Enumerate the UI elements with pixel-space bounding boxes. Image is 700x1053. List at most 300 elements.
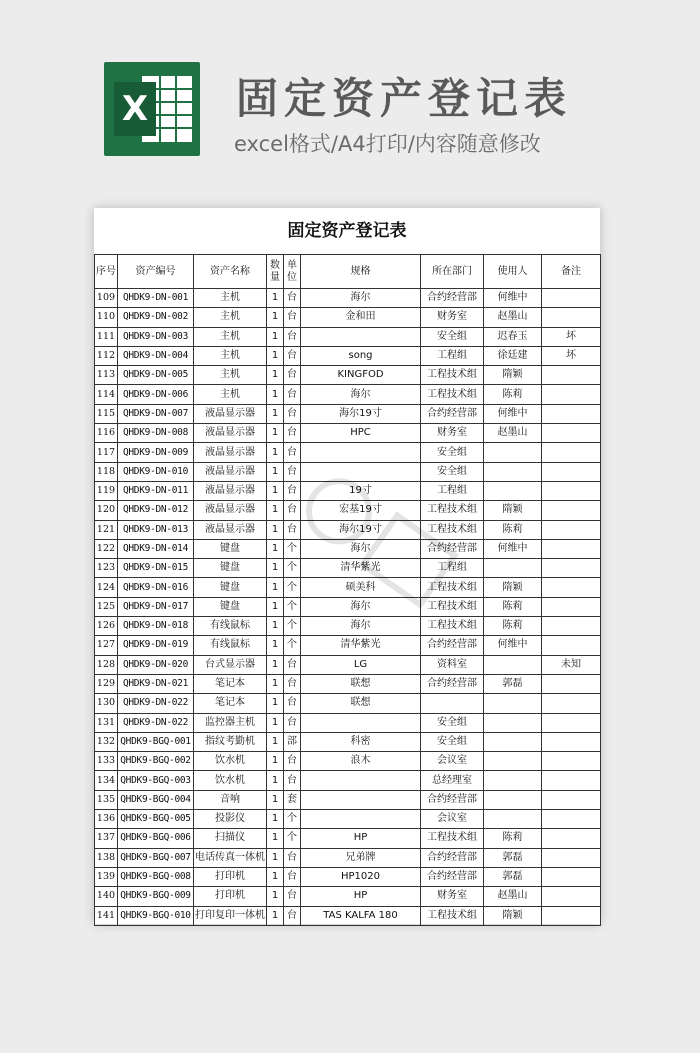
table-cell[interactable] (484, 655, 542, 674)
table-cell[interactable] (301, 462, 421, 481)
table-cell[interactable]: 141 (95, 906, 118, 925)
table-cell[interactable]: TAS KALFA 180 (301, 906, 421, 925)
table-cell[interactable]: QHDK9-DN-016 (118, 578, 194, 597)
table-cell[interactable]: HP (301, 887, 421, 906)
table-cell[interactable]: 1 (267, 713, 284, 732)
table-cell[interactable]: 合约经营部 (421, 867, 484, 886)
table-cell[interactable] (542, 617, 601, 636)
table-cell[interactable]: QHDK9-BGQ-007 (118, 848, 194, 867)
table-cell[interactable]: 1 (267, 327, 284, 346)
table-cell[interactable]: 迟春玉 (484, 327, 542, 346)
table-cell[interactable] (542, 694, 601, 713)
table-cell[interactable]: QHDK9-BGQ-003 (118, 771, 194, 790)
table-cell[interactable]: 笔记本 (194, 694, 267, 713)
table-cell[interactable]: 合约经营部 (421, 790, 484, 809)
table-cell[interactable]: 隋颖 (484, 578, 542, 597)
table-cell[interactable]: 121 (95, 520, 118, 539)
table-cell[interactable]: 资料室 (421, 655, 484, 674)
table-cell[interactable]: 1 (267, 424, 284, 443)
table-cell[interactable]: 合约经营部 (421, 539, 484, 558)
table-cell[interactable]: 硕美科 (301, 578, 421, 597)
table-cell[interactable] (542, 520, 601, 539)
table-cell[interactable] (484, 732, 542, 751)
table-cell[interactable]: 打印机 (194, 867, 267, 886)
table-cell[interactable] (484, 790, 542, 809)
table-cell[interactable] (542, 481, 601, 500)
table-cell[interactable]: 个 (284, 559, 301, 578)
table-cell[interactable] (542, 906, 601, 925)
table-cell[interactable]: 个 (284, 578, 301, 597)
table-cell[interactable]: 137 (95, 829, 118, 848)
table-cell[interactable]: 1 (267, 887, 284, 906)
table-cell[interactable]: 海尔 (301, 289, 421, 308)
table-cell[interactable] (542, 462, 601, 481)
table-cell[interactable]: 何维中 (484, 404, 542, 423)
table-cell[interactable]: 电话传真一体机 (194, 848, 267, 867)
table-cell[interactable] (484, 752, 542, 771)
table-row (95, 887, 601, 906)
table-cell[interactable]: 1 (267, 694, 284, 713)
table-cell[interactable]: 陈莉 (484, 520, 542, 539)
table-cell[interactable]: 陈莉 (484, 597, 542, 616)
table-cell[interactable]: 125 (95, 597, 118, 616)
table-cell[interactable] (542, 636, 601, 655)
table-cell[interactable]: 主机 (194, 385, 267, 404)
table-cell[interactable]: 个 (284, 617, 301, 636)
table-cell[interactable]: 键盘 (194, 539, 267, 558)
table-cell[interactable]: QHDK9-DN-015 (118, 559, 194, 578)
table-cell[interactable]: QHDK9-DN-001 (118, 289, 194, 308)
table-cell[interactable]: 123 (95, 559, 118, 578)
table-cell[interactable] (542, 771, 601, 790)
table-cell[interactable]: 129 (95, 674, 118, 693)
table-cell[interactable]: 陈莉 (484, 385, 542, 404)
table-cell[interactable] (301, 713, 421, 732)
table-cell[interactable]: 117 (95, 443, 118, 462)
table-cell[interactable]: QHDK9-DN-014 (118, 539, 194, 558)
table-cell[interactable]: 音响 (194, 790, 267, 809)
table-cell[interactable]: 液晶显示器 (194, 443, 267, 462)
table-cell[interactable] (542, 713, 601, 732)
table-cell[interactable]: KINGFOD (301, 366, 421, 385)
table-cell[interactable]: 海尔 (301, 385, 421, 404)
table-cell[interactable]: 联想 (301, 674, 421, 693)
table-cell[interactable]: 液晶显示器 (194, 481, 267, 500)
table-cell[interactable] (542, 829, 601, 848)
table-cell[interactable]: QHDK9-BGQ-010 (118, 906, 194, 925)
table-cell[interactable]: 台式显示器 (194, 655, 267, 674)
table-cell[interactable]: 1 (267, 481, 284, 500)
table-cell[interactable]: 台 (284, 906, 301, 925)
table-cell[interactable]: 台 (284, 481, 301, 500)
table-cell[interactable]: 陈莉 (484, 617, 542, 636)
table-cell[interactable]: 工程技术组 (421, 385, 484, 404)
table-cell[interactable]: 136 (95, 810, 118, 829)
table-cell[interactable]: 台 (284, 289, 301, 308)
table-cell[interactable]: 液晶显示器 (194, 462, 267, 481)
table-cell[interactable]: 安全组 (421, 462, 484, 481)
table-cell[interactable]: 坏 (542, 346, 601, 365)
table-cell[interactable]: QHDK9-DN-012 (118, 501, 194, 520)
table-cell[interactable] (301, 771, 421, 790)
table-cell[interactable]: QHDK9-DN-021 (118, 674, 194, 693)
table-cell[interactable]: 140 (95, 887, 118, 906)
table-cell[interactable]: 郭磊 (484, 674, 542, 693)
table-cell[interactable]: 台 (284, 327, 301, 346)
table-cell[interactable]: 1 (267, 810, 284, 829)
table-cell[interactable]: 海尔 (301, 617, 421, 636)
table-cell[interactable]: 1 (267, 906, 284, 925)
table-cell[interactable] (301, 327, 421, 346)
table-cell[interactable]: 会议室 (421, 810, 484, 829)
table-cell[interactable] (542, 443, 601, 462)
table-cell[interactable]: 131 (95, 713, 118, 732)
table-cell[interactable]: 1 (267, 732, 284, 751)
table-cell[interactable]: QHDK9-DN-013 (118, 520, 194, 539)
table-cell[interactable]: 个 (284, 636, 301, 655)
table-cell[interactable]: 个 (284, 810, 301, 829)
table-cell[interactable]: QHDK9-DN-017 (118, 597, 194, 616)
table-cell[interactable]: 台 (284, 752, 301, 771)
table-cell[interactable] (542, 308, 601, 327)
table-cell[interactable]: 饮水机 (194, 752, 267, 771)
table-cell[interactable]: 个 (284, 597, 301, 616)
table-cell[interactable]: 台 (284, 366, 301, 385)
table-cell[interactable]: 打印机 (194, 887, 267, 906)
table-cell[interactable]: 键盘 (194, 597, 267, 616)
table-cell[interactable] (301, 443, 421, 462)
table-cell[interactable]: 海尔19寸 (301, 404, 421, 423)
table-cell[interactable]: 工程技术组 (421, 501, 484, 520)
table-cell[interactable]: 1 (267, 636, 284, 655)
table-cell[interactable]: 液晶显示器 (194, 520, 267, 539)
table-cell[interactable]: 工程技术组 (421, 906, 484, 925)
table-cell[interactable] (542, 810, 601, 829)
table-cell[interactable]: 未知 (542, 655, 601, 674)
table-cell[interactable] (542, 848, 601, 867)
table-cell[interactable] (484, 481, 542, 500)
table-cell[interactable]: 1 (267, 771, 284, 790)
table-cell[interactable]: 1 (267, 520, 284, 539)
table-cell[interactable]: QHDK9-DN-020 (118, 655, 194, 674)
table-cell[interactable]: 128 (95, 655, 118, 674)
table-cell[interactable]: 海尔 (301, 597, 421, 616)
table-cell[interactable]: QHDK9-DN-004 (118, 346, 194, 365)
table-cell[interactable]: 133 (95, 752, 118, 771)
table-cell[interactable]: 主机 (194, 327, 267, 346)
table-cell[interactable]: 1 (267, 308, 284, 327)
table-cell[interactable]: QHDK9-BGQ-006 (118, 829, 194, 848)
table-cell[interactable]: HP1020 (301, 867, 421, 886)
table-cell[interactable]: 127 (95, 636, 118, 655)
table-cell[interactable]: 合约经营部 (421, 636, 484, 655)
table-cell[interactable]: 赵墨山 (484, 887, 542, 906)
table-cell[interactable]: 1 (267, 559, 284, 578)
table-cell[interactable]: 坏 (542, 327, 601, 346)
table-cell[interactable]: 郭磊 (484, 848, 542, 867)
table-cell[interactable]: 财务室 (421, 308, 484, 327)
table-cell[interactable] (301, 810, 421, 829)
table-cell[interactable]: 台 (284, 462, 301, 481)
table-cell[interactable]: 工程技术组 (421, 578, 484, 597)
table-cell[interactable]: QHDK9-DN-007 (118, 404, 194, 423)
table-cell[interactable]: 赵墨山 (484, 308, 542, 327)
table-cell[interactable]: 合约经营部 (421, 848, 484, 867)
table-cell[interactable]: 隋颖 (484, 906, 542, 925)
table-cell[interactable]: 科密 (301, 732, 421, 751)
table-cell[interactable]: 投影仪 (194, 810, 267, 829)
table-cell[interactable]: 1 (267, 655, 284, 674)
table-cell[interactable]: 135 (95, 790, 118, 809)
table-cell[interactable]: 138 (95, 848, 118, 867)
table-cell[interactable]: 有线鼠标 (194, 636, 267, 655)
table-cell[interactable]: 113 (95, 366, 118, 385)
table-cell[interactable]: 1 (267, 443, 284, 462)
table-cell[interactable]: 120 (95, 501, 118, 520)
table-cell[interactable]: LG (301, 655, 421, 674)
table-cell[interactable]: 1 (267, 790, 284, 809)
table-cell[interactable] (542, 424, 601, 443)
table-cell[interactable] (484, 559, 542, 578)
table-cell[interactable]: 指纹考勤机 (194, 732, 267, 751)
table-cell[interactable]: 1 (267, 539, 284, 558)
table-cell[interactable]: 郭磊 (484, 867, 542, 886)
table-cell[interactable]: 安全组 (421, 443, 484, 462)
table-cell[interactable]: 饮水机 (194, 771, 267, 790)
table-cell[interactable]: 有线鼠标 (194, 617, 267, 636)
table-cell[interactable]: 1 (267, 404, 284, 423)
table-cell[interactable]: 112 (95, 346, 118, 365)
table-cell[interactable]: 安全组 (421, 713, 484, 732)
table-cell[interactable]: 工程组 (421, 559, 484, 578)
table-cell[interactable]: 124 (95, 578, 118, 597)
table-cell[interactable]: 主机 (194, 289, 267, 308)
table-cell[interactable]: 何维中 (484, 289, 542, 308)
table-cell[interactable] (542, 366, 601, 385)
table-cell[interactable]: 打印复印一体机 (194, 906, 267, 925)
table-cell[interactable]: 1 (267, 829, 284, 848)
table-cell[interactable]: QHDK9-BGQ-009 (118, 887, 194, 906)
table-cell[interactable]: 118 (95, 462, 118, 481)
table-cell[interactable]: 主机 (194, 366, 267, 385)
table-cell[interactable]: 台 (284, 501, 301, 520)
table-cell[interactable]: QHDK9-DN-006 (118, 385, 194, 404)
table-cell[interactable]: 110 (95, 308, 118, 327)
table-cell[interactable]: 套 (284, 790, 301, 809)
table-cell[interactable]: 台 (284, 771, 301, 790)
table-cell[interactable] (542, 674, 601, 693)
table-cell[interactable] (542, 578, 601, 597)
table-cell[interactable]: 台 (284, 655, 301, 674)
table-cell[interactable] (542, 790, 601, 809)
table-row (95, 578, 601, 597)
table-cell[interactable]: 工程技术组 (421, 829, 484, 848)
table-cell[interactable]: 工程技术组 (421, 617, 484, 636)
table-cell[interactable]: 会议室 (421, 752, 484, 771)
table-cell[interactable]: 台 (284, 713, 301, 732)
table-cell[interactable] (542, 887, 601, 906)
table-cell[interactable]: 液晶显示器 (194, 404, 267, 423)
table-cell[interactable]: 1 (267, 366, 284, 385)
table-cell[interactable]: 台 (284, 848, 301, 867)
table-cell[interactable]: 海尔19寸 (301, 520, 421, 539)
table-cell[interactable]: 1 (267, 867, 284, 886)
table-cell[interactable]: 1 (267, 617, 284, 636)
table-cell[interactable]: 键盘 (194, 559, 267, 578)
table-cell[interactable]: 130 (95, 694, 118, 713)
table-cell[interactable]: QHDK9-DN-022 (118, 694, 194, 713)
table-cell[interactable]: 监控器主机 (194, 713, 267, 732)
table-cell[interactable]: 赵墨山 (484, 424, 542, 443)
table-cell[interactable]: 1 (267, 752, 284, 771)
table-cell[interactable] (542, 867, 601, 886)
table-cell[interactable]: 111 (95, 327, 118, 346)
table-cell[interactable]: 合约经营部 (421, 404, 484, 423)
table-cell[interactable] (542, 539, 601, 558)
table-cell[interactable]: 财务室 (421, 424, 484, 443)
table-cell[interactable]: 139 (95, 867, 118, 886)
table-cell[interactable]: 19寸 (301, 481, 421, 500)
table-cell[interactable]: 台 (284, 887, 301, 906)
table-cell[interactable]: 台 (284, 443, 301, 462)
table-cell[interactable]: 114 (95, 385, 118, 404)
table-cell[interactable]: 清华紫光 (301, 559, 421, 578)
table-cell[interactable]: QHDK9-DN-019 (118, 636, 194, 655)
table-cell[interactable]: 132 (95, 732, 118, 751)
table-cell[interactable]: 109 (95, 289, 118, 308)
table-cell[interactable]: 1 (267, 385, 284, 404)
table-cell[interactable]: QHDK9-DN-005 (118, 366, 194, 385)
table-cell[interactable] (484, 443, 542, 462)
table-cell[interactable]: 陈莉 (484, 829, 542, 848)
table-cell[interactable]: HP (301, 829, 421, 848)
table-cell[interactable]: QHDK9-DN-009 (118, 443, 194, 462)
table-cell[interactable]: 台 (284, 674, 301, 693)
table-cell[interactable]: QHDK9-DN-008 (118, 424, 194, 443)
table-cell[interactable] (542, 501, 601, 520)
table-cell[interactable]: 何维中 (484, 539, 542, 558)
table-cell[interactable]: 部 (284, 732, 301, 751)
table-cell[interactable]: 徐廷建 (484, 346, 542, 365)
table-cell[interactable] (542, 597, 601, 616)
table-cell[interactable]: 笔记本 (194, 674, 267, 693)
table-cell[interactable]: 隋颖 (484, 501, 542, 520)
table-cell[interactable]: 浪木 (301, 752, 421, 771)
table-cell[interactable]: HPC (301, 424, 421, 443)
table-row (95, 385, 601, 404)
table-cell[interactable]: 何维中 (484, 636, 542, 655)
table-cell[interactable]: 119 (95, 481, 118, 500)
table-cell[interactable]: 财务室 (421, 887, 484, 906)
table-cell[interactable]: 液晶显示器 (194, 501, 267, 520)
table-cell[interactable]: 安全组 (421, 732, 484, 751)
table-cell[interactable]: 工程组 (421, 481, 484, 500)
table-cell[interactable]: 116 (95, 424, 118, 443)
table-cell[interactable] (542, 404, 601, 423)
table-cell[interactable]: 1 (267, 346, 284, 365)
table-cell[interactable]: 隋颖 (484, 366, 542, 385)
table-cell[interactable]: QHDK9-DN-018 (118, 617, 194, 636)
table-cell[interactable]: 1 (267, 597, 284, 616)
table-cell[interactable] (484, 462, 542, 481)
table-cell[interactable]: QHDK9-BGQ-002 (118, 752, 194, 771)
table-cell[interactable]: 1 (267, 848, 284, 867)
table-cell[interactable]: 个 (284, 829, 301, 848)
table-cell[interactable]: 115 (95, 404, 118, 423)
table-cell[interactable]: 液晶显示器 (194, 424, 267, 443)
table-cell[interactable] (484, 713, 542, 732)
table-cell[interactable]: 兄弟牌 (301, 848, 421, 867)
table-cell[interactable]: QHDK9-BGQ-008 (118, 867, 194, 886)
table-cell[interactable] (484, 810, 542, 829)
table-cell[interactable]: 台 (284, 867, 301, 886)
table-cell[interactable]: 126 (95, 617, 118, 636)
table-cell[interactable] (542, 732, 601, 751)
table-cell[interactable]: 工程组 (421, 346, 484, 365)
table-cell[interactable]: 122 (95, 539, 118, 558)
table-cell[interactable] (484, 771, 542, 790)
table-cell[interactable]: QHDK9-DN-003 (118, 327, 194, 346)
table-cell[interactable]: QHDK9-BGQ-001 (118, 732, 194, 751)
table-cell[interactable]: 金和田 (301, 308, 421, 327)
table-cell[interactable] (542, 289, 601, 308)
table-cell[interactable]: QHDK9-BGQ-004 (118, 790, 194, 809)
table-cell[interactable]: 台 (284, 385, 301, 404)
table-cell[interactable]: 1 (267, 501, 284, 520)
table-cell[interactable]: 台 (284, 404, 301, 423)
table-cell[interactable]: 总经理室 (421, 771, 484, 790)
table-cell[interactable]: 台 (284, 520, 301, 539)
table-cell[interactable]: 台 (284, 694, 301, 713)
table-cell[interactable]: 台 (284, 308, 301, 327)
table-cell[interactable]: 主机 (194, 346, 267, 365)
table-cell[interactable] (421, 694, 484, 713)
table-cell[interactable]: 键盘 (194, 578, 267, 597)
table-cell[interactable]: 1 (267, 578, 284, 597)
table-cell[interactable] (301, 790, 421, 809)
table-cell[interactable]: QHDK9-DN-022 (118, 713, 194, 732)
table-cell[interactable] (542, 385, 601, 404)
table-cell[interactable]: 联想 (301, 694, 421, 713)
table-cell[interactable]: 工程技术组 (421, 597, 484, 616)
table-cell[interactable]: QHDK9-BGQ-005 (118, 810, 194, 829)
table-cell[interactable]: 134 (95, 771, 118, 790)
table-cell[interactable]: 扫描仪 (194, 829, 267, 848)
table-cell[interactable]: 1 (267, 289, 284, 308)
table-cell[interactable]: 工程技术组 (421, 366, 484, 385)
table-cell[interactable] (484, 694, 542, 713)
table-cell[interactable] (542, 752, 601, 771)
table-cell[interactable]: 合约经营部 (421, 289, 484, 308)
table-cell[interactable]: 合约经营部 (421, 674, 484, 693)
table-cell[interactable]: 主机 (194, 308, 267, 327)
table-cell[interactable]: QHDK9-DN-010 (118, 462, 194, 481)
table-cell[interactable]: QHDK9-DN-011 (118, 481, 194, 500)
table-cell[interactable]: 海尔 (301, 539, 421, 558)
table-cell[interactable]: 1 (267, 674, 284, 693)
table-cell[interactable] (542, 559, 601, 578)
table-cell[interactable]: 宏基19寸 (301, 501, 421, 520)
table-cell[interactable]: 个 (284, 539, 301, 558)
table-cell[interactable]: 台 (284, 424, 301, 443)
table-cell[interactable]: 工程技术组 (421, 520, 484, 539)
table-cell[interactable]: 台 (284, 346, 301, 365)
table-cell[interactable]: 清华紫光 (301, 636, 421, 655)
table-cell[interactable]: 1 (267, 462, 284, 481)
table-cell[interactable]: QHDK9-DN-002 (118, 308, 194, 327)
table-cell[interactable]: song (301, 346, 421, 365)
table-cell[interactable]: 安全组 (421, 327, 484, 346)
